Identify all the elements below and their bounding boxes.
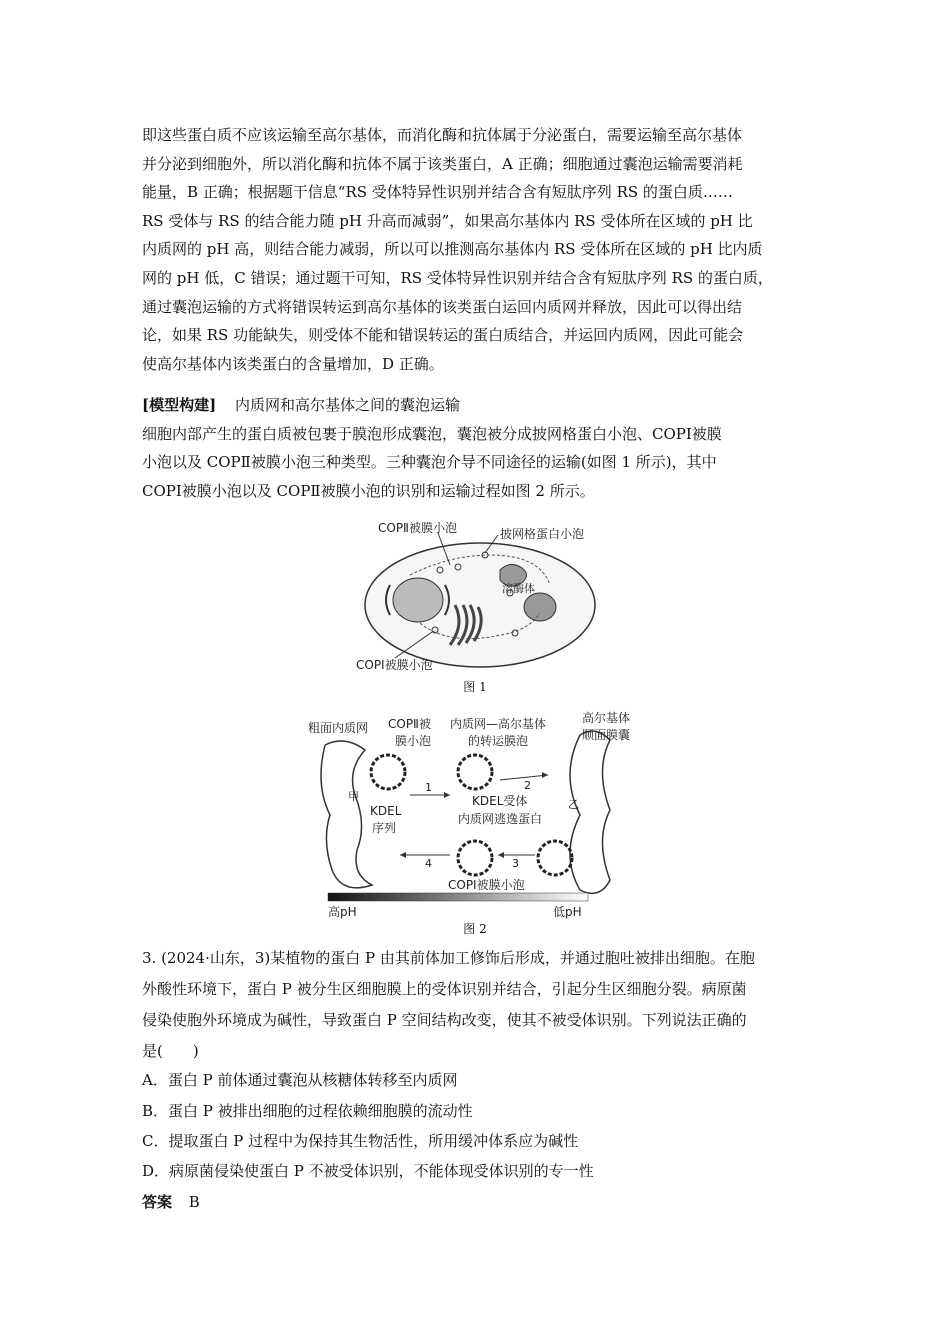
figure-2 (300, 705, 650, 920)
model-title: 内质网和高尔基体之间的囊泡运输 (234, 396, 460, 414)
fig1-label-clathrin: 披网格蛋白小泡 (500, 527, 585, 541)
golgi-cis-cisterna (570, 731, 610, 893)
fig1-label-copii: COPⅡ被膜小泡 (378, 521, 457, 535)
rough-er (321, 741, 372, 888)
fig2-step-1: 1 (425, 781, 432, 794)
explanation-line: 通过囊泡运输的方式将错误转运到高尔基体的该类蛋白运回内质网并释放，因此可以得出结 (142, 297, 743, 316)
fig2-label-jia: 甲 (348, 790, 359, 803)
explanation-line: RS 受体与 RS 的结合能力随 pH 升高而减弱”，如果高尔基体内 RS 受体所在区域的 pH 比 (142, 211, 753, 230)
model-heading (142, 391, 822, 420)
arrow-2-head (542, 772, 548, 778)
figure-2-caption: 图 2 (463, 922, 487, 936)
transport-vesicle (458, 755, 492, 789)
answer-label: 答案 (142, 1193, 173, 1211)
fig1-label-copi: COPⅠ被膜小泡 (356, 658, 433, 672)
fig2-step-4: 4 (425, 857, 432, 870)
fig2-label-copi: COPⅠ被膜小泡 (448, 878, 525, 892)
lysosome (524, 593, 556, 621)
explanation-line: 网的 pH 低，C 错误；通过题干可知，RS 受体特异性识别并结合含有短肽序列 RS 的蛋白质， (142, 268, 773, 287)
answer-value: B (188, 1193, 200, 1211)
model-label: [模型构建] (142, 396, 217, 414)
explanation-line: 即这些蛋白质不应该运输至高尔基体，而消化酶和抗体属于分泌蛋白，需要运输至高尔基体 (142, 126, 743, 144)
explanation-line: 能量，B 正确；根据题干信息“RS 受体特异性识别并结合含有短肽序列 RS 的蛋白质…… (142, 183, 733, 202)
explanation-line: 内质网的 pH 高，则结合能力减弱，所以可以推测高尔基体内 RS 受体所在区域的 pH 比内质 (142, 240, 763, 259)
fig2-label-high-ph: 高pH (328, 905, 357, 919)
option-d: D．病原菌侵染使蛋白 P 不被受体识别，不能体现受体识别的专一性 (142, 1162, 594, 1180)
answer-row (142, 1187, 200, 1217)
question-line: 外酸性环境下，蛋白 P 被分生区细胞膜上的受体识别并结合，引起分生区细胞分裂。病原菌 (142, 980, 747, 998)
fig2-label-escape: 内质网逃逸蛋白 (458, 812, 543, 826)
question-line: 侵染使胞外环境成为碱性，导致蛋白 P 空间结构改变，使其不被受体识别。下列说法正确的 (142, 1011, 747, 1029)
fig2-label-kdel-a: KDEL (370, 804, 402, 818)
question-stem (142, 943, 822, 1067)
explanation-line: 论，如果 RS 功能缺失，则受体不能和错误转运的蛋白质结合，并运回内质网，因此可能会 (142, 326, 744, 345)
arrow-3-head (498, 852, 504, 858)
model-line: 小泡以及 COPⅡ被膜小泡三种类型。三种囊泡介导不同途径的运输(如图 1 所示)，其中 (142, 453, 717, 472)
copi-vesicle-budding (538, 841, 572, 875)
nucleus (393, 578, 443, 622)
fig2-label-copii-a: COPⅡ被 (388, 717, 431, 731)
option-a: A．蛋白 P 前体通过囊泡从核糖体转移至内质网 (142, 1071, 458, 1089)
question-line: 是( ) (142, 1042, 199, 1060)
explanation-line: 使高尔基体内该类蛋白的含量增加，D 正确。 (142, 354, 444, 373)
option-b: B．蛋白 P 被排出细胞的过程依赖细胞膜的流动性 (142, 1102, 473, 1120)
explanation-paragraph (142, 121, 822, 378)
fig2-label-transport-b: 的转运膜泡 (468, 734, 529, 748)
copii-vesicle (371, 755, 405, 789)
fig2-label-copii-b: 膜小泡 (395, 734, 432, 748)
fig2-label-yi: 乙 (568, 798, 579, 811)
model-line: 细胞内部产生的蛋白质被包裹于膜泡形成囊泡，囊泡被分成披网格蛋白小泡、COPⅠ被膜 (142, 424, 722, 443)
ph-gradient-bar (328, 893, 588, 901)
fig2-label-low-ph: 低pH (553, 905, 582, 919)
fig2-label-transport-a: 内质网—高尔基体 (450, 717, 547, 731)
fig2-label-golgi-b: 顺面膜囊 (582, 728, 631, 742)
model-line: COPⅠ被膜小泡以及 COPⅡ被膜小泡的识别和运输过程如图 2 所示。 (142, 481, 595, 500)
model-section (142, 391, 822, 505)
option-c: C．提取蛋白 P 过程中为保持其生物活性，所用缓冲体系应为碱性 (142, 1132, 579, 1150)
figure-1-caption: 图 1 (463, 680, 487, 694)
question-line: 3. (2024·山东，3)某植物的蛋白 P 由其前体加工修饰后形成，并通过胞吐被排出细胞。在胞 (142, 949, 755, 967)
fig2-label-receptor: KDEL受体 (472, 794, 528, 808)
arrow-4-head (400, 852, 406, 858)
fig2-step-2: 2 (524, 779, 531, 792)
fig2-label-rer: 粗面内质网 (308, 721, 369, 735)
fig2-step-3: 3 (512, 857, 519, 870)
fig1-label-lysosome: 溶酶体 (502, 582, 535, 595)
fig2-label-golgi-a: 高尔基体 (582, 711, 631, 725)
explanation-line: 并分泌到细胞外，所以消化酶和抗体不属于该类蛋白，A 正确；细胞通过囊泡运输需要消耗 (142, 154, 743, 173)
figure-1 (350, 515, 610, 675)
fig2-label-kdel-b: 序列 (372, 821, 397, 835)
arrow-1-head (444, 792, 450, 798)
copi-vesicle (458, 841, 492, 875)
